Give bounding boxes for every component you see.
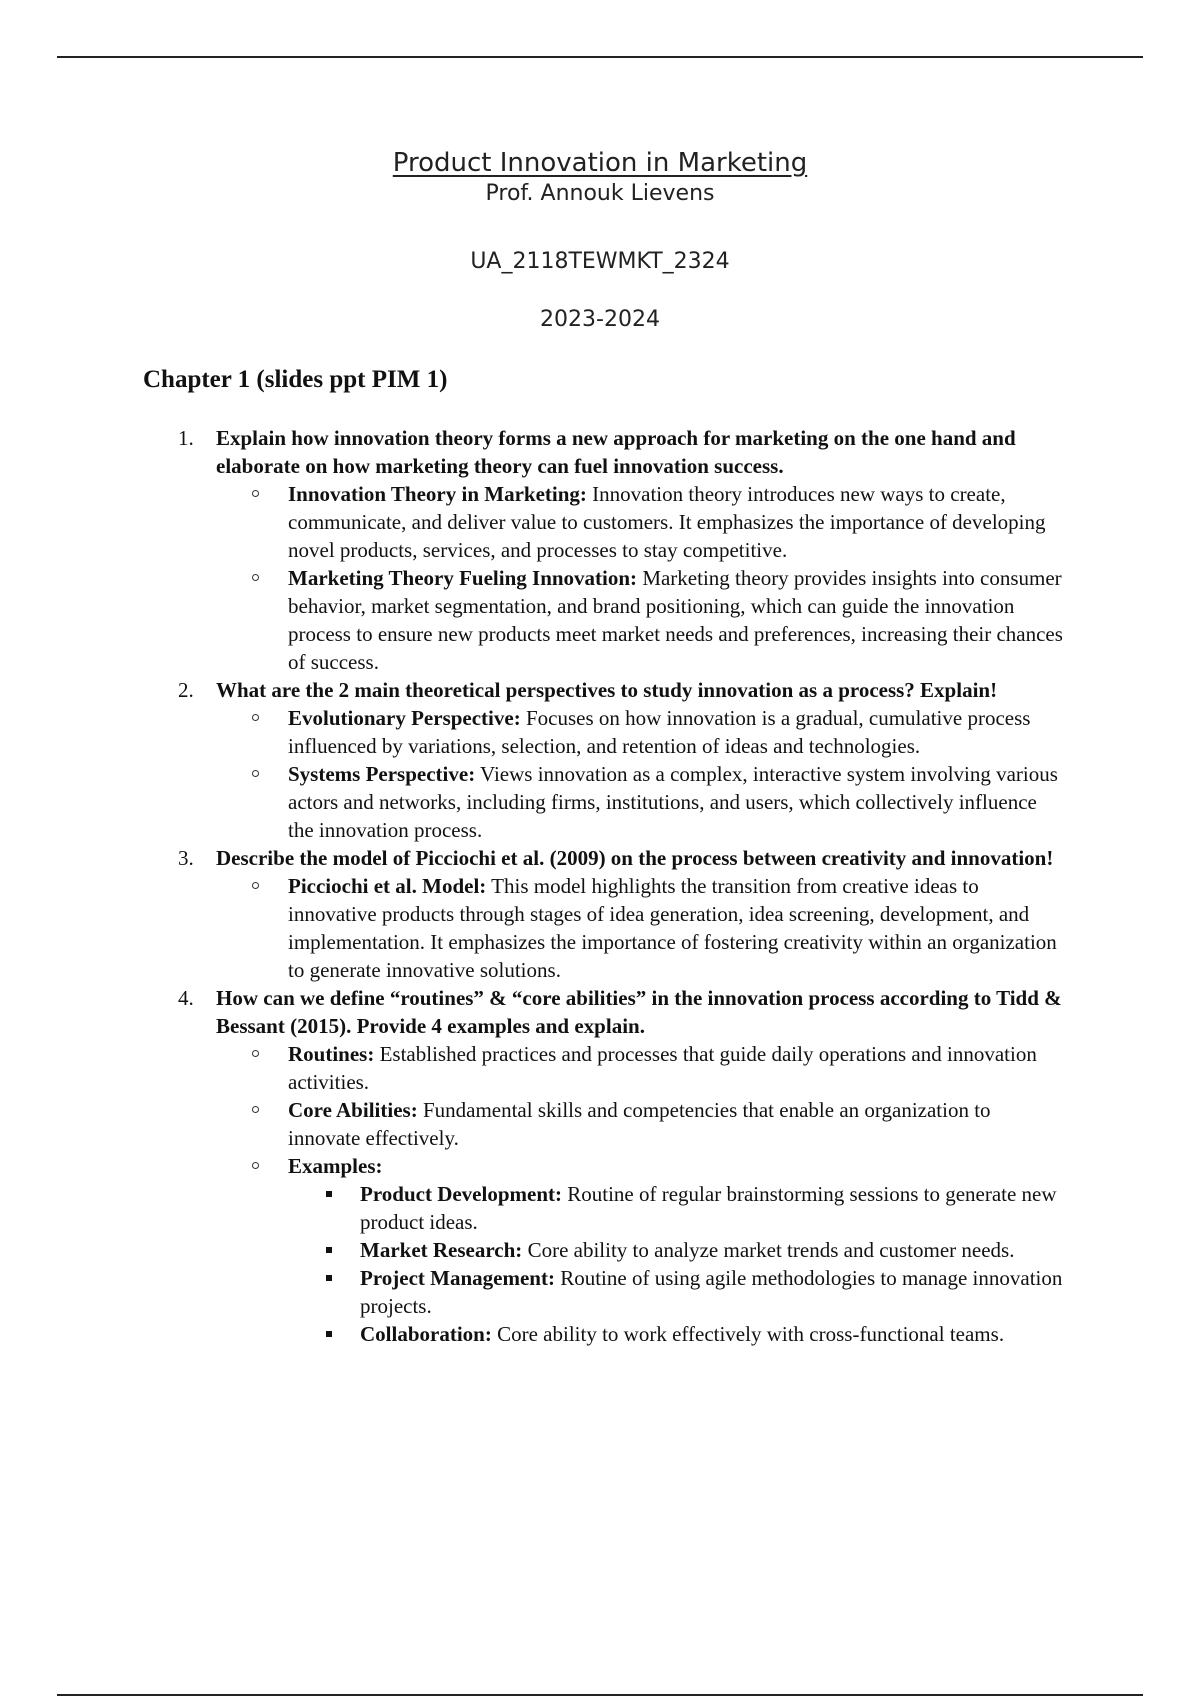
hollow-bullet-icon bbox=[252, 490, 259, 497]
question-number: 3. bbox=[178, 846, 194, 870]
answer-label: Examples: bbox=[288, 1154, 383, 1178]
answer-list bbox=[216, 704, 1066, 844]
example-label: Product Development: bbox=[360, 1182, 562, 1206]
example-item bbox=[360, 1180, 1066, 1236]
answer-text: Fundamental skills and competencies that enable an organization to innovate effectively. bbox=[288, 1098, 991, 1150]
question-item bbox=[0, 984, 1066, 1348]
answer-list bbox=[216, 480, 1066, 676]
square-bullet-icon bbox=[326, 1191, 332, 1197]
example-item bbox=[360, 1236, 1066, 1264]
question-text: Explain how innovation theory forms a new approach for marketing on the one hand and elaborate on how marketing theory can fuel innovation success. bbox=[216, 426, 1016, 478]
hollow-bullet-icon bbox=[252, 1162, 259, 1169]
answer-label: Core Abilities: bbox=[288, 1098, 418, 1122]
example-item bbox=[360, 1264, 1066, 1320]
hollow-bullet-icon bbox=[252, 1050, 259, 1057]
square-bullet-icon bbox=[326, 1247, 332, 1253]
hollow-bullet-icon bbox=[252, 770, 259, 777]
footer-rule bbox=[57, 1694, 1143, 1696]
question-number: 2. bbox=[178, 678, 194, 702]
question-item bbox=[0, 844, 1066, 984]
hollow-bullet-icon bbox=[252, 714, 259, 721]
answer-list bbox=[216, 872, 1066, 984]
document-title: Product Innovation in Marketing bbox=[392, 148, 808, 178]
question-list bbox=[0, 424, 1200, 1348]
answer-text: Views innovation as a complex, interactive system involving various actors and networks, including firms, institutions, and users, which collectively influence the innovation process. bbox=[288, 762, 1058, 842]
example-label: Project Management: bbox=[360, 1266, 555, 1290]
answer-item bbox=[288, 760, 1066, 844]
answer-text: Innovation theory introduces new ways to create, communicate, and deliver value to customers. It emphasizes the importance of developing novel products, services, and processes to stay competitive. bbox=[288, 482, 1046, 562]
answer-item bbox=[288, 872, 1066, 984]
question-text: What are the 2 main theoretical perspectives to study innovation as a process? Explain! bbox=[216, 678, 998, 702]
example-text: Core ability to work effectively with cross-functional teams. bbox=[491, 1322, 1005, 1346]
answer-text: Marketing theory provides insights into consumer behavior, market segmentation, and brand positioning, which can guide the innovation process to ensure new products meet market needs and preferences, increasing their chances of success. bbox=[288, 566, 1063, 674]
square-bullet-icon bbox=[326, 1331, 332, 1337]
course-code: UA_2118TEWMKT_2324 bbox=[470, 249, 730, 274]
question-item bbox=[0, 676, 1066, 844]
answer-list bbox=[216, 1040, 1066, 1348]
answer-label: Evolutionary Perspective: bbox=[288, 706, 521, 730]
example-text: Routine of using agile methodologies to manage innovation projects. bbox=[360, 1266, 1063, 1318]
question-item bbox=[0, 424, 1066, 676]
answer-item bbox=[288, 1096, 1066, 1152]
answer-label: Systems Perspective: bbox=[288, 762, 476, 786]
document-header bbox=[0, 146, 1200, 334]
hollow-bullet-icon bbox=[252, 1106, 259, 1113]
question-text: Describe the model of Picciochi et al. (2009) on the process between creativity and innovation! bbox=[216, 846, 1054, 870]
answer-item bbox=[288, 480, 1066, 564]
example-list bbox=[288, 1180, 1066, 1348]
hollow-bullet-icon bbox=[252, 574, 259, 581]
professor-name: Prof. Annouk Lievens bbox=[485, 181, 715, 206]
answer-item bbox=[288, 704, 1066, 760]
example-text: Routine of regular brainstorming sessions to generate new product ideas. bbox=[360, 1182, 1057, 1234]
answer-item bbox=[288, 1152, 1066, 1348]
question-number: 1. bbox=[178, 426, 194, 450]
hollow-bullet-icon bbox=[252, 882, 259, 889]
chapter-heading: Chapter 1 (slides ppt PIM 1) bbox=[143, 366, 448, 393]
question-text: How can we define “routines” & “core abilities” in the innovation process according to Tidd & Bessant (2015). Provide 4 examples and explain. bbox=[216, 986, 1062, 1038]
example-label: Collaboration: bbox=[360, 1322, 492, 1346]
answer-label: Routines: bbox=[288, 1042, 375, 1066]
header-rule bbox=[57, 56, 1143, 58]
answer-text: Established practices and processes that guide daily operations and innovation activities. bbox=[288, 1042, 1037, 1094]
question-number: 4. bbox=[178, 986, 194, 1010]
answer-item bbox=[288, 1040, 1066, 1096]
academic-year: 2023-2024 bbox=[540, 307, 660, 332]
square-bullet-icon bbox=[326, 1275, 332, 1281]
example-text: Core ability to analyze market trends and customer needs. bbox=[522, 1238, 1015, 1262]
answer-label: Innovation Theory in Marketing: bbox=[288, 482, 587, 506]
answer-label: Marketing Theory Fueling Innovation: bbox=[288, 566, 638, 590]
answer-item bbox=[288, 564, 1066, 676]
answer-text: Focuses on how innovation is a gradual, cumulative process influenced by variations, selection, and retention of ideas and technologies. bbox=[288, 706, 1031, 758]
example-item bbox=[360, 1320, 1066, 1348]
example-label: Market Research: bbox=[360, 1238, 523, 1262]
answer-text: This model highlights the transition from creative ideas to innovative products through stages of idea generation, idea screening, development, and implementation. It emphasizes the importance of fostering creativity within an organization to generate innovative solutions. bbox=[288, 874, 1057, 982]
answer-label: Picciochi et al. Model: bbox=[288, 874, 487, 898]
